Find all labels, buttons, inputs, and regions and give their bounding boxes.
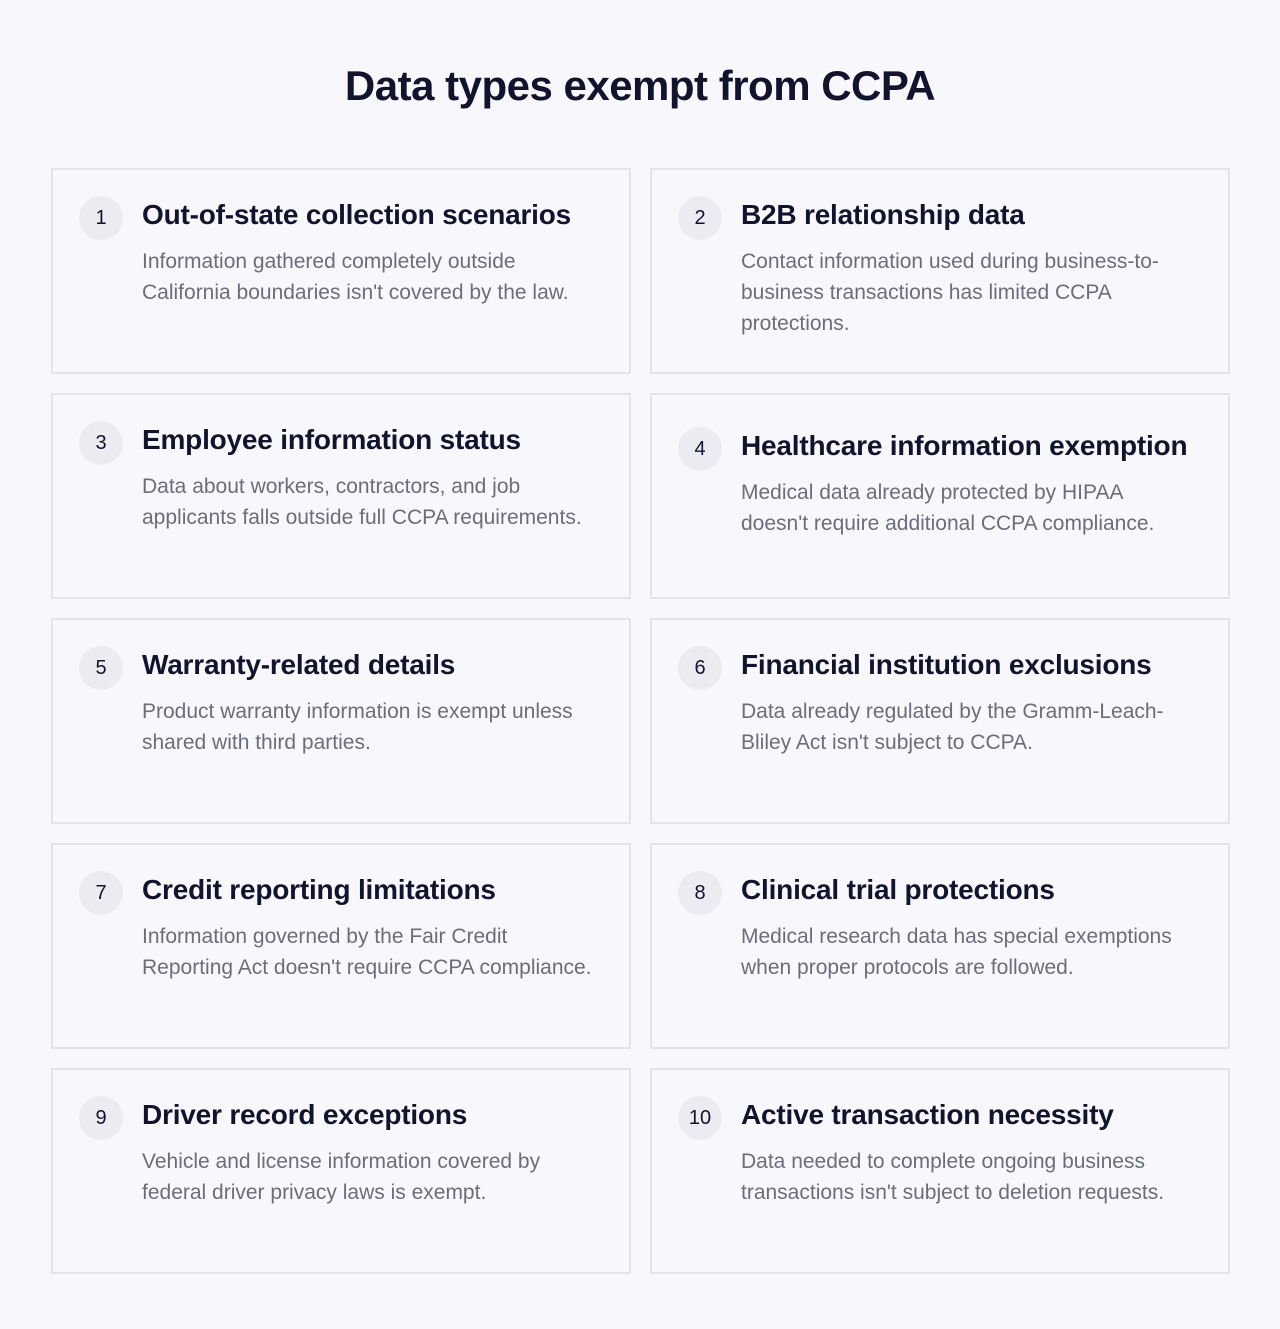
number-badge: 3 [79,421,123,465]
exemption-card [650,168,1230,374]
number-badge: 1 [79,196,123,240]
exemption-grid [51,168,1230,1274]
exemption-card [51,168,631,374]
exemption-card [650,1068,1230,1274]
card-title: Driver record exceptions [142,1099,468,1130]
exemption-card [650,618,1230,824]
card-body [142,873,601,983]
exemption-card [51,1068,631,1274]
card-description: Product warranty information is exempt unless shared with third parties. [142,700,573,754]
card-body [741,429,1200,539]
card-title: Active transaction necessity [741,1099,1114,1130]
card-body [741,648,1200,758]
card-description: Data already regulated by the Gramm-Leach-Bliley Act isn't subject to CCPA. [741,700,1164,754]
exemption-card [51,843,631,1049]
number-badge: 4 [678,427,722,471]
card-body [142,198,601,308]
page-title: Data types exempt from CCPA [344,62,936,109]
card-body [741,198,1200,339]
exemption-card [650,843,1230,1049]
card-title: Employee information status [142,424,521,455]
card-description: Information gathered completely outside California boundaries isn't covered by the law. [142,250,569,304]
number-badge: 9 [79,1096,123,1140]
number-badge: 6 [678,646,722,690]
card-body [142,423,601,533]
card-description: Medical research data has special exemptions when proper protocols are followed. [741,925,1172,979]
exemption-card [650,393,1230,599]
number-badge: 10 [678,1096,722,1140]
card-body [142,1098,601,1208]
card-description: Medical data already protected by HIPAA doesn't require additional CCPA compliance. [741,481,1155,535]
exemption-card [51,618,631,824]
card-title: B2B relationship data [741,199,1025,230]
card-body [741,873,1200,983]
number-badge: 5 [79,646,123,690]
number-badge: 8 [678,871,722,915]
card-title: Financial institution exclusions [741,649,1152,680]
card-title: Credit reporting limitations [142,874,496,905]
card-body [741,1098,1200,1208]
number-badge: 7 [79,871,123,915]
card-title: Healthcare information exemption [741,430,1188,461]
card-description: Data about workers, contractors, and job applicants falls outside full CCPA requirements. [142,475,582,529]
card-title: Warranty-related details [142,649,456,680]
card-description: Vehicle and license information covered by federal driver privacy laws is exempt. [142,1150,541,1204]
card-description: Contact information used during business-to-business transactions has limited CCPA protections. [741,250,1159,335]
card-title: Clinical trial protections [741,874,1055,905]
number-badge: 2 [678,196,722,240]
card-body [142,648,601,758]
card-description: Information governed by the Fair Credit Reporting Act doesn't require CCPA compliance. [142,925,592,979]
exemption-card [51,393,631,599]
card-description: Data needed to complete ongoing business transactions isn't subject to deletion requests. [741,1150,1165,1204]
card-title: Out-of-state collection scenarios [142,199,572,230]
